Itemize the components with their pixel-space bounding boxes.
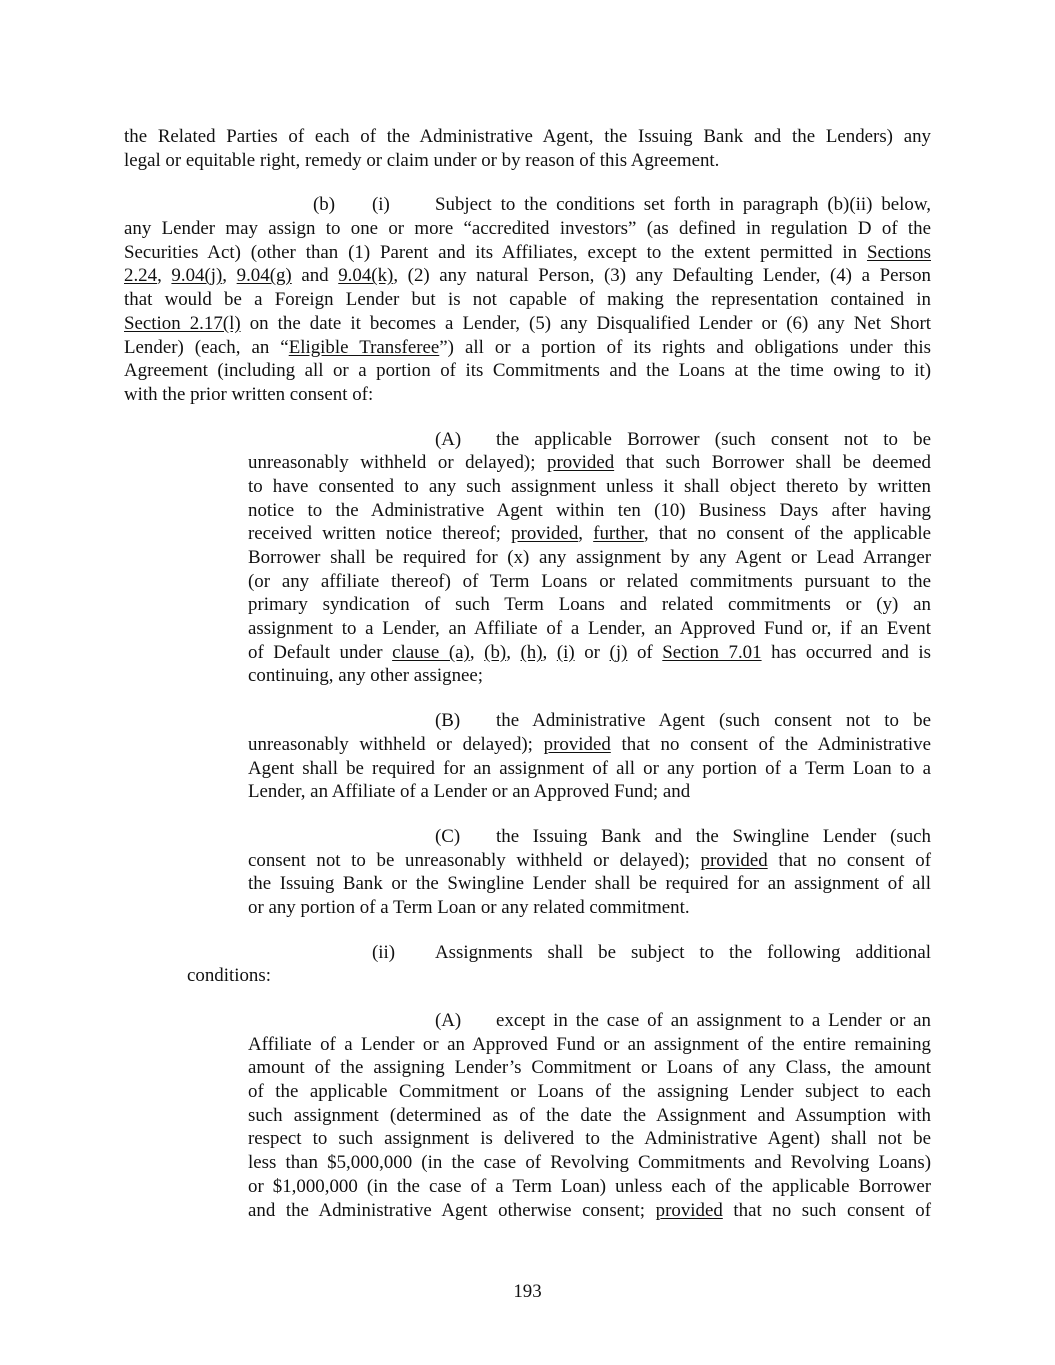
cross-reference: (h)	[520, 641, 543, 663]
text-segment: ,	[222, 265, 237, 287]
text-line	[124, 288, 931, 312]
text-segment: legal or equitable right, remedy or claim under or by reason of this Agreement.	[124, 149, 720, 171]
text-line	[248, 1033, 931, 1057]
text-segment: such assignment (determined as of the date the Assignment and Assumption with	[248, 1104, 931, 1126]
text-segment: Agreement (including all or a portion of its Commitments and the Loans at the time owing to it)	[124, 360, 931, 382]
text-line	[248, 849, 931, 873]
text-line	[124, 312, 931, 336]
text-line	[248, 1009, 931, 1033]
text-line	[248, 475, 931, 499]
text-line	[124, 336, 931, 360]
text-line	[248, 825, 931, 849]
text-segment: Borrower shall be required for (x) any assignment by any Agent or Lead Arranger	[248, 547, 931, 568]
text-line	[124, 359, 931, 383]
text-segment: consent not to be unreasonably withheld or delayed);	[248, 849, 701, 871]
text-segment: and the Administrative Agent otherwise consent;	[248, 1199, 656, 1221]
text-segment: the Related Parties of each of the Administrative Agent, the Issuing Bank and the Lenders) any	[124, 126, 931, 147]
text-segment: received written notice thereof;	[248, 523, 512, 545]
text-segment: Affiliate of a Lender or an Approved Fund or an assignment of the entire remaining	[248, 1033, 931, 1055]
text-segment: the Issuing Bank and the Swingline Lender (such	[496, 825, 931, 847]
clause-label: (i)	[372, 194, 390, 216]
text-line	[248, 757, 931, 781]
text-segment: that no such consent of	[722, 1199, 931, 1221]
text-segment: Lender, an Affiliate of a Lender or an Approved Fund; and	[248, 781, 691, 803]
cross-reference: Section 2.17(l)	[124, 312, 241, 334]
text-line	[248, 780, 931, 804]
text-segment: ,	[506, 641, 521, 663]
text-segment: any Lender may assign to one or more “accredited investors” (as defined in regulation D of the	[124, 218, 931, 240]
text-line	[248, 664, 931, 688]
text-segment: amount of the assigning Lender’s Commitment or Loans of any Class, the amount	[248, 1057, 931, 1079]
text-line	[248, 641, 931, 665]
text-line	[248, 709, 931, 733]
text-line	[124, 264, 931, 288]
text-segment: , that no consent of the applicable	[643, 523, 931, 545]
text-segment: ”) all or a portion of its rights and obligations under this	[439, 336, 931, 358]
text-segment: except in the case of an assignment to a Lender or an	[496, 1010, 931, 1031]
cross-reference: Sections	[866, 241, 931, 263]
clause-label: (A)	[435, 428, 462, 450]
text-line	[124, 125, 931, 149]
text-line	[248, 451, 931, 475]
text-segment: Subject to the conditions set forth in paragraph (b)(ii) below,	[435, 194, 931, 216]
page-number: 193	[513, 1281, 542, 1302]
text-segment: of Default under	[248, 641, 393, 663]
text-line	[248, 617, 931, 641]
text-segment: ,	[157, 265, 172, 287]
text-segment: of	[627, 641, 663, 663]
paragraph-intro	[124, 125, 931, 172]
text-segment: and	[291, 265, 339, 287]
text-line	[248, 1175, 931, 1199]
text-segment: unreasonably withheld or delayed);	[248, 733, 544, 755]
paragraph-b-i	[124, 193, 931, 406]
clause-label: (C)	[435, 825, 461, 847]
cross-reference: 9.04(k)	[338, 265, 394, 287]
text-line	[248, 1127, 931, 1151]
text-line	[124, 149, 931, 173]
cross-reference: Section 7.01	[662, 641, 762, 663]
text-segment: conditions:	[187, 965, 271, 987]
paragraph-b-i-B	[248, 709, 931, 804]
text-segment: unreasonably withheld or delayed);	[248, 452, 547, 474]
text-segment: Securities Act) (other than (1) Parent and its Affiliates, except to the extent permitted in	[124, 241, 867, 263]
text-line	[248, 872, 931, 896]
text-line	[248, 1151, 931, 1175]
text-segment: notice to the Administrative Agent within ten (10) Business Days after having	[248, 499, 931, 521]
text-segment: has occurred and is	[761, 641, 931, 663]
cross-reference: 2.24	[124, 265, 158, 287]
cross-reference: further	[593, 523, 644, 545]
text-segment: ,	[469, 641, 485, 663]
text-segment: assignment to a Lender, an Affiliate of a Lender, an Approved Fund or, if an Event	[248, 618, 931, 640]
paragraph-b-i-A	[248, 428, 931, 689]
text-line	[187, 941, 931, 965]
text-segment: the Issuing Bank or the Swingline Lender shall be required for an assignment of all	[248, 873, 931, 895]
text-segment: the Administrative Agent (such consent not to be	[496, 710, 931, 732]
cross-reference: Eligible Transferee	[288, 336, 440, 358]
text-line	[248, 499, 931, 523]
text-segment: that no consent of the Administrative	[610, 733, 932, 755]
text-segment: of the applicable Commitment or Loans of the assigning Lender subject to each	[248, 1081, 931, 1103]
cross-reference: (i)	[556, 641, 575, 663]
cross-reference: provided	[543, 733, 611, 755]
text-segment: that such Borrower shall be deemed	[614, 452, 931, 474]
text-line	[248, 593, 931, 617]
cross-reference: (b)	[484, 641, 507, 663]
text-line	[248, 570, 931, 594]
text-segment: primary syndication of such Term Loans and related commitments or (y) an	[248, 594, 931, 616]
cross-reference: provided	[547, 452, 615, 474]
text-line	[248, 1056, 931, 1080]
text-segment: on the date it becomes a Lender, (5) any Disqualified Lender or (6) any Net Short	[240, 312, 931, 334]
text-line	[248, 546, 931, 570]
text-line	[124, 241, 931, 265]
text-segment: to have consented to any such assignment unless it shall object thereto by written	[248, 475, 931, 497]
cross-reference: provided	[511, 523, 579, 545]
text-line	[248, 1199, 931, 1223]
text-line	[124, 193, 931, 217]
text-line	[124, 383, 931, 407]
text-segment: or any portion of a Term Loan or any related commitment.	[248, 896, 690, 918]
cross-reference: (j)	[609, 641, 628, 663]
text-segment: ,	[578, 523, 594, 545]
clause-label: (ii)	[372, 941, 396, 963]
clause-label: (B)	[435, 710, 461, 732]
document-page	[124, 125, 931, 1243]
text-segment: Agent shall be required for an assignment of all or any portion of a Term Loan to a	[248, 757, 931, 779]
paragraph-b-i-C	[248, 825, 931, 920]
cross-reference: 9.04(j)	[171, 265, 223, 287]
text-segment: Assignments shall be subject to the following additional	[435, 941, 931, 963]
text-segment: or	[574, 641, 610, 663]
clause-label: (b)	[313, 194, 336, 216]
text-segment: continuing, any other assignee;	[248, 665, 484, 687]
text-line	[248, 896, 931, 920]
paragraph-b-ii-A	[248, 1009, 931, 1222]
text-segment: ,	[542, 641, 557, 663]
clause-label: (A)	[435, 1010, 462, 1031]
text-line	[124, 217, 931, 241]
text-segment: or $1,000,000 (in the case of a Term Loan) unless each of the applicable Borrower	[248, 1175, 931, 1197]
paragraph-b-ii	[187, 941, 931, 988]
cross-reference: clause (a)	[392, 641, 470, 663]
cross-reference: provided	[700, 849, 768, 871]
text-segment: that no consent of	[767, 849, 931, 871]
text-line	[248, 733, 931, 757]
text-segment: less than $5,000,000 (in the case of Revolving Commitments and Revolving Loans)	[248, 1152, 931, 1174]
text-segment: that would be a Foreign Lender but is not capable of making the representation contained in	[124, 289, 931, 311]
text-line	[248, 522, 931, 546]
text-segment: with the prior written consent of:	[124, 383, 374, 405]
text-segment: respect to such assignment is delivered to the Administrative Agent) shall not be	[248, 1128, 931, 1150]
cross-reference: 9.04(g)	[236, 265, 292, 287]
text-line	[248, 428, 931, 452]
cross-reference: provided	[655, 1199, 723, 1221]
text-segment: , (2) any natural Person, (3) any Defaulting Lender, (4) a Person	[393, 265, 931, 287]
text-segment: the applicable Borrower (such consent not to be	[496, 428, 931, 450]
text-segment: (or any affiliate thereof) of Term Loans or related commitments pursuant to the	[248, 570, 931, 592]
text-line	[248, 1104, 931, 1128]
text-line	[187, 964, 931, 988]
text-line	[248, 1080, 931, 1104]
text-segment: Lender) (each, an “	[124, 336, 289, 358]
